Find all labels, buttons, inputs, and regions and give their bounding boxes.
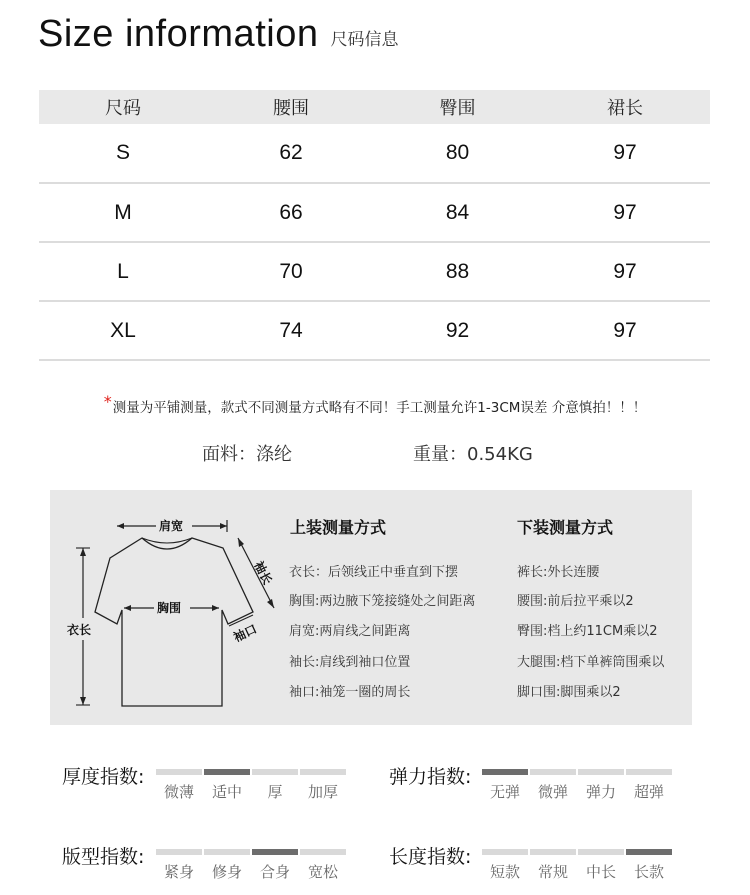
index-bar bbox=[530, 849, 576, 855]
table-cell: 88 bbox=[375, 242, 540, 301]
index-option bbox=[252, 762, 298, 802]
table-cell: L bbox=[39, 242, 207, 301]
table-cell: 97 bbox=[540, 301, 710, 360]
index-option-label: 适中 bbox=[211, 783, 242, 801]
index-option-label: 加厚 bbox=[307, 783, 338, 801]
measurement-note bbox=[0, 392, 750, 416]
index-bar bbox=[156, 849, 202, 855]
index-bar bbox=[578, 769, 624, 775]
index-option bbox=[156, 842, 202, 882]
index-scale bbox=[156, 842, 348, 882]
table-row bbox=[39, 301, 710, 360]
fabric-material: 面料：涤纶 bbox=[202, 444, 292, 465]
index-scale bbox=[482, 762, 674, 802]
diagram-label-cuff: 袖口 bbox=[231, 621, 260, 645]
index-bar bbox=[530, 769, 576, 775]
index-option bbox=[530, 842, 576, 882]
index-option-label: 合身 bbox=[259, 863, 290, 881]
index-label: 厚度指数: bbox=[62, 766, 145, 788]
diagram-label-length: 衣长 bbox=[67, 623, 92, 637]
index-option-label: 超弹 bbox=[633, 783, 664, 801]
table-cell: 80 bbox=[375, 124, 540, 183]
table-cell: S bbox=[39, 124, 207, 183]
top-method-heading: 上装测量方式 bbox=[290, 518, 387, 537]
bottom-method-line: 大腿围:档下单裤筒围乘以 bbox=[517, 655, 665, 670]
header-size: 尺码 bbox=[39, 90, 207, 124]
fabric-weight: 重量：0.54KG bbox=[413, 444, 533, 465]
index-option bbox=[482, 842, 528, 882]
index-option bbox=[626, 842, 672, 882]
table-cell: 97 bbox=[540, 183, 710, 242]
index-bar bbox=[300, 769, 346, 775]
top-method-line: 胸围:两边腋下笼接缝处之间距离 bbox=[289, 594, 476, 609]
index-option bbox=[300, 842, 346, 882]
index-option-label: 紧身 bbox=[163, 863, 194, 881]
index-bar bbox=[156, 769, 202, 775]
table-cell: 74 bbox=[207, 301, 375, 360]
index-option bbox=[204, 762, 250, 802]
table-cell: M bbox=[39, 183, 207, 242]
index-option bbox=[300, 762, 346, 802]
top-method-line: 袖口:袖笼一圈的周长 bbox=[289, 685, 411, 700]
title-chinese: 尺码信息 bbox=[330, 30, 399, 50]
table-cell: 97 bbox=[540, 242, 710, 301]
index-scale bbox=[482, 842, 674, 882]
table-cell: 62 bbox=[207, 124, 375, 183]
table-cell: 92 bbox=[375, 301, 540, 360]
index-option-label: 厚 bbox=[267, 783, 283, 801]
diagram-label-chest: 胸围 bbox=[157, 601, 182, 615]
measurement-method-panel bbox=[50, 490, 692, 725]
top-method-line: 衣长：后领线正中垂直到下摆 bbox=[289, 565, 459, 580]
index-bar bbox=[578, 849, 624, 855]
table-row bbox=[39, 183, 710, 242]
index-label: 长度指数: bbox=[389, 846, 472, 868]
index-option bbox=[626, 762, 672, 802]
table-header-row bbox=[39, 90, 710, 124]
bottom-method-heading: 下装测量方式 bbox=[517, 518, 614, 537]
index-option bbox=[156, 762, 202, 802]
index-bar-active bbox=[252, 849, 298, 855]
table-row bbox=[39, 124, 710, 183]
bottom-method-line: 腰围:前后拉平乘以2 bbox=[517, 594, 634, 609]
index-bar-active bbox=[482, 769, 528, 775]
index-bar-active bbox=[204, 769, 250, 775]
index-option-label: 无弹 bbox=[489, 783, 520, 801]
table-cell: 97 bbox=[540, 124, 710, 183]
size-table bbox=[39, 90, 710, 361]
index-bar bbox=[252, 769, 298, 775]
index-option-label: 中长 bbox=[585, 863, 616, 881]
page-title bbox=[38, 12, 398, 56]
index-bar bbox=[204, 849, 250, 855]
index-option bbox=[482, 762, 528, 802]
index-scale bbox=[156, 762, 348, 802]
index-bar bbox=[626, 769, 672, 775]
asterisk-icon: * bbox=[103, 392, 112, 411]
index-option bbox=[578, 842, 624, 882]
index-label: 弹力指数: bbox=[389, 766, 472, 788]
table-cell: 84 bbox=[375, 183, 540, 242]
header-waist: 腰围 bbox=[207, 90, 375, 124]
table-cell: 66 bbox=[207, 183, 375, 242]
index-label: 版型指数: bbox=[62, 846, 145, 868]
tshirt-diagram-icon bbox=[50, 490, 290, 725]
index-option bbox=[578, 762, 624, 802]
index-option-label: 短款 bbox=[489, 863, 520, 881]
title-english: Size information bbox=[38, 13, 319, 55]
index-option bbox=[530, 762, 576, 802]
index-option-label: 常规 bbox=[537, 863, 568, 881]
index-bar bbox=[300, 849, 346, 855]
index-option-label: 长款 bbox=[633, 863, 664, 881]
index-option bbox=[204, 842, 250, 882]
table-cell: XL bbox=[39, 301, 207, 360]
index-option-label: 微弹 bbox=[537, 783, 568, 801]
top-method-line: 肩宽:两肩线之间距离 bbox=[289, 624, 411, 639]
top-method-line: 袖长:肩线到袖口位置 bbox=[289, 655, 411, 670]
index-bar-active bbox=[626, 849, 672, 855]
index-option-label: 宽松 bbox=[307, 863, 338, 881]
index-option-label: 修身 bbox=[211, 863, 242, 881]
header-length: 裙长 bbox=[540, 90, 710, 124]
diagram-label-sleeve: 袖长 bbox=[251, 559, 275, 587]
index-option bbox=[252, 842, 298, 882]
note-text: 测量为平铺测量，款式不同测量方式略有不同！手工测量允许1-3CM误差 介意慎拍！！！ bbox=[112, 400, 647, 416]
bottom-method-line: 脚口围:脚围乘以2 bbox=[517, 685, 621, 700]
index-option-label: 微薄 bbox=[163, 783, 194, 801]
bottom-method-line: 裤长:外长连腰 bbox=[517, 565, 600, 580]
diagram-label-shoulder: 肩宽 bbox=[159, 519, 184, 533]
header-hip: 臀围 bbox=[375, 90, 540, 124]
index-bar bbox=[482, 849, 528, 855]
table-cell: 70 bbox=[207, 242, 375, 301]
index-option-label: 弹力 bbox=[585, 783, 616, 801]
bottom-method-line: 臀围:档上约11CM乘以2 bbox=[517, 624, 658, 639]
table-row bbox=[39, 242, 710, 301]
